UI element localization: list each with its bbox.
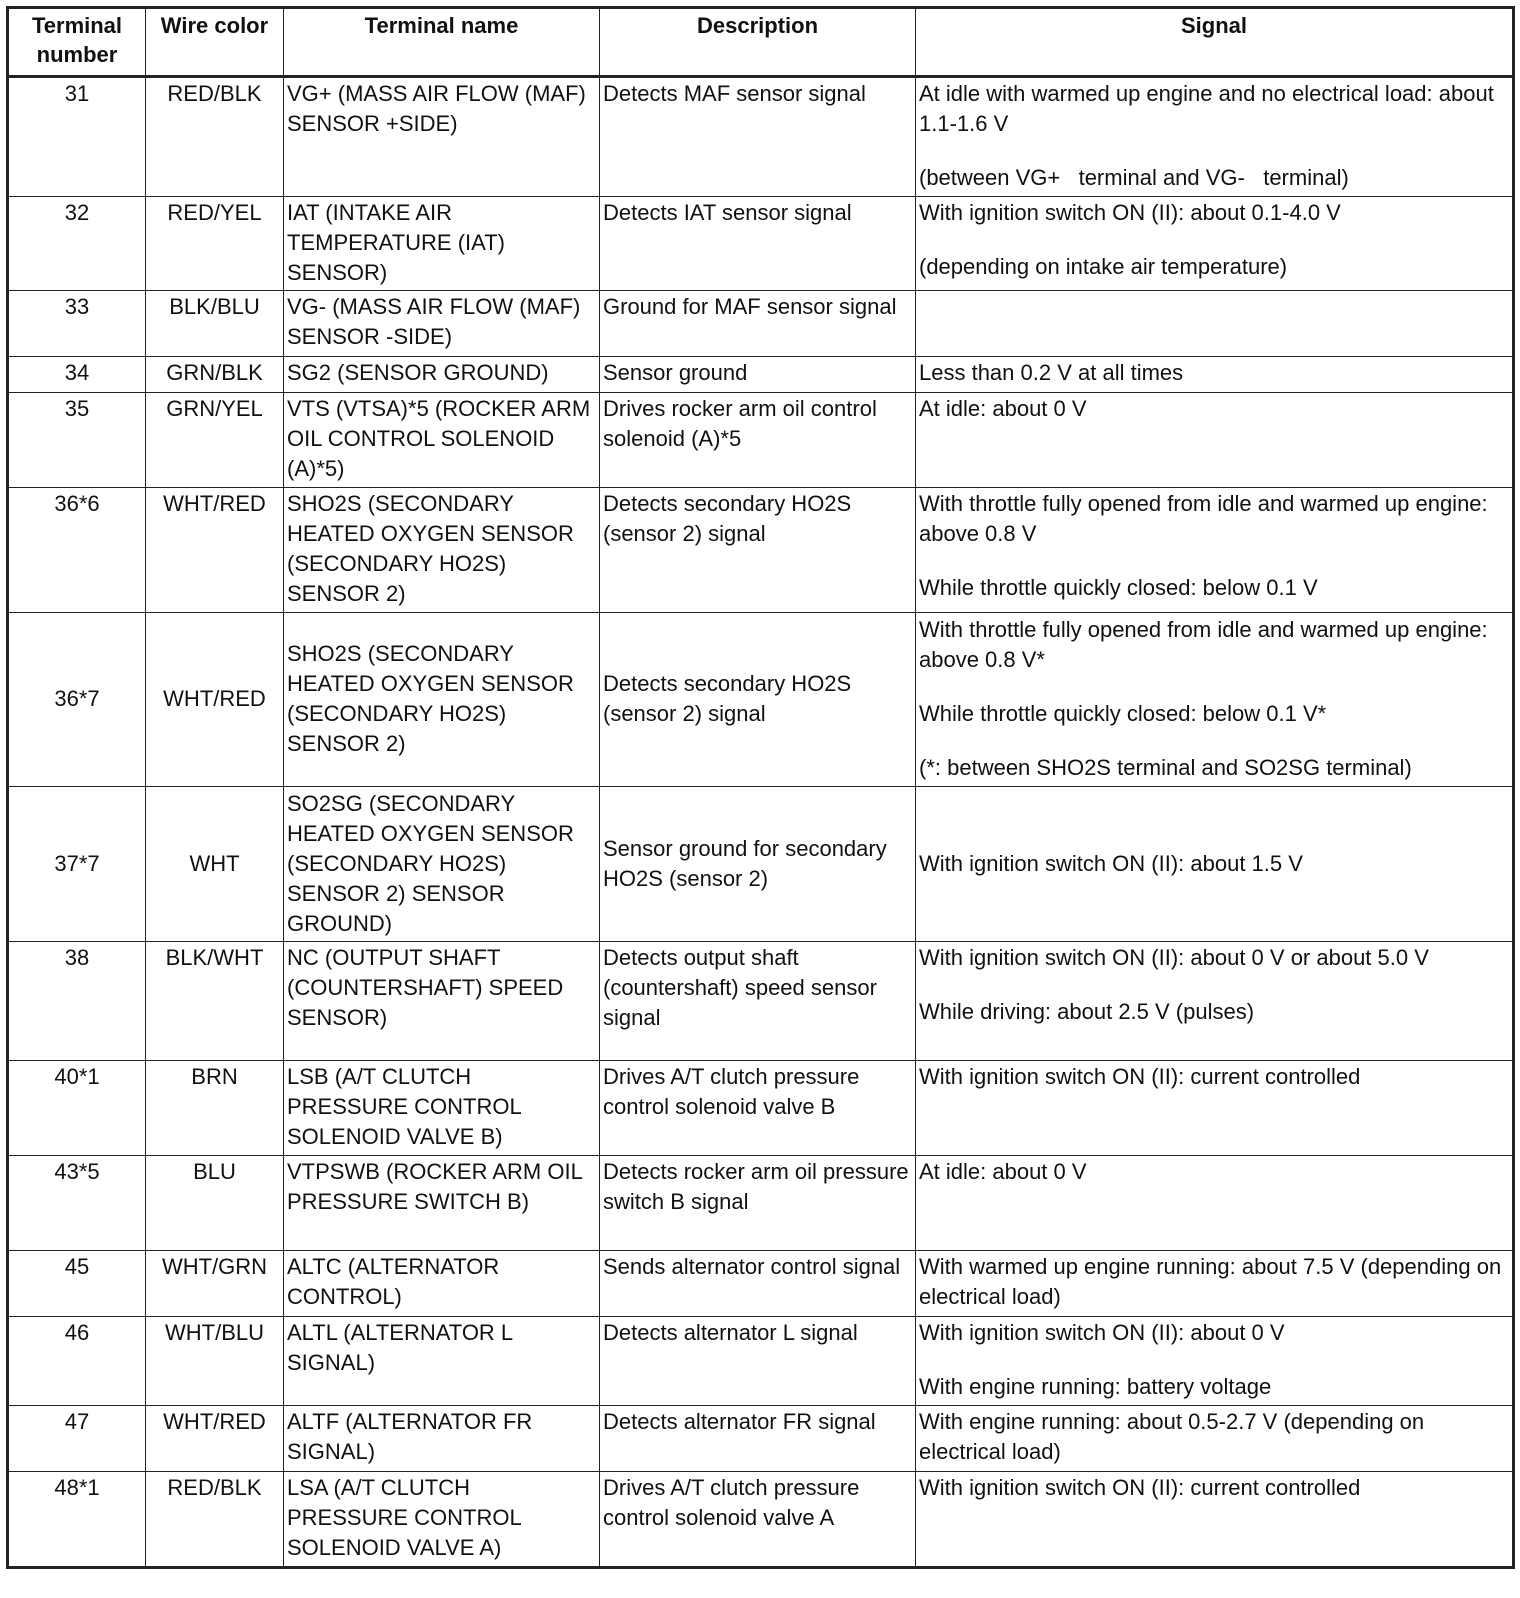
signal-paragraph: At idle: about 0 V — [919, 1159, 1087, 1184]
table-row — [8, 613, 1514, 787]
table-row — [8, 393, 1514, 488]
terminal-name-cell: SG2 (SENSOR GROUND) — [284, 357, 600, 393]
terminal-name-cell: SHO2S (SECONDARY HEATED OXYGEN SENSOR (SECONDARY HO2S) SENSOR 2) — [284, 488, 600, 613]
terminal-number-cell: 47 — [8, 1406, 146, 1472]
header-terminal-number: Terminal number — [8, 8, 146, 77]
description-cell: Detects secondary HO2S (sensor 2) signal — [600, 613, 916, 787]
wire-color-cell: GRN/BLK — [146, 357, 284, 393]
wire-color-cell: BLU — [146, 1156, 284, 1251]
description-cell: Detects alternator L signal — [600, 1317, 916, 1406]
signal-cell — [916, 1251, 1514, 1317]
signal-paragraph: With ignition switch ON (II): current controlled — [919, 1475, 1361, 1500]
terminal-number-cell: 36*7 — [8, 613, 146, 787]
signal-paragraph: At idle with warmed up engine and no electrical load: about 1.1-1.6 V — [919, 81, 1500, 136]
signal-cell — [916, 357, 1514, 393]
signal-paragraph: With ignition switch ON (II): about 0 V or about 5.0 V — [919, 945, 1429, 970]
description-cell: Drives A/T clutch pressure control solenoid valve A — [600, 1472, 916, 1568]
header-wire-color: Wire color — [146, 8, 284, 77]
table-row — [8, 942, 1514, 1061]
wire-color-cell: BLK/BLU — [146, 291, 284, 357]
description-cell: Sensor ground — [600, 357, 916, 393]
table-row — [8, 1156, 1514, 1251]
terminal-number-cell: 31 — [8, 77, 146, 197]
terminal-name-cell: VG- (MASS AIR FLOW (MAF) SENSOR -SIDE) — [284, 291, 600, 357]
wire-color-cell: WHT — [146, 787, 284, 942]
signal-paragraph: With ignition switch ON (II): about 0.1-4.0 V — [919, 200, 1341, 225]
terminal-name-cell: LSA (A/T CLUTCH PRESSURE CONTROL SOLENOID VALVE A) — [284, 1472, 600, 1568]
signal-paragraph: With ignition switch ON (II): about 0 V — [919, 1320, 1285, 1345]
terminal-number-cell: 45 — [8, 1251, 146, 1317]
wire-color-cell: BLK/WHT — [146, 942, 284, 1061]
terminal-number-cell: 48*1 — [8, 1472, 146, 1568]
terminal-number-cell: 33 — [8, 291, 146, 357]
wire-color-cell: WHT/RED — [146, 488, 284, 613]
wire-color-cell: GRN/YEL — [146, 393, 284, 488]
signal-paragraph: With throttle fully opened from idle and warmed up engine: above 0.8 V — [919, 491, 1494, 546]
wire-color-cell: WHT/BLU — [146, 1317, 284, 1406]
signal-cell — [916, 197, 1514, 291]
table-row — [8, 1406, 1514, 1472]
wire-color-cell: WHT/RED — [146, 1406, 284, 1472]
header-description: Description — [600, 8, 916, 77]
description-cell: Detects secondary HO2S (sensor 2) signal — [600, 488, 916, 613]
description-cell: Detects IAT sensor signal — [600, 197, 916, 291]
terminal-name-cell: NC (OUTPUT SHAFT (COUNTERSHAFT) SPEED SENSOR) — [284, 942, 600, 1061]
signal-paragraph: Less than 0.2 V at all times — [919, 360, 1184, 385]
table-row — [8, 1061, 1514, 1156]
description-cell: Ground for MAF sensor signal — [600, 291, 916, 357]
table-row — [8, 1251, 1514, 1317]
table-row — [8, 291, 1514, 357]
signal-paragraph: With ignition switch ON (II): about 1.5 V — [919, 850, 1303, 876]
table-row — [8, 1472, 1514, 1568]
wire-color-cell: BRN — [146, 1061, 284, 1156]
description-cell: Detects output shaft (countershaft) speed sensor signal — [600, 942, 916, 1061]
terminal-number-cell: 46 — [8, 1317, 146, 1406]
terminal-name-cell: ALTC (ALTERNATOR CONTROL) — [284, 1251, 600, 1317]
table-row — [8, 357, 1514, 393]
table-row — [8, 787, 1514, 942]
signal-paragraph: While throttle quickly closed: below 0.1 V — [919, 575, 1318, 600]
terminal-number-cell: 37*7 — [8, 787, 146, 942]
signal-paragraph: (depending on intake air temperature) — [919, 254, 1288, 279]
signal-cell — [916, 1472, 1514, 1568]
terminal-name-cell: VG+ (MASS AIR FLOW (MAF) SENSOR +SIDE) — [284, 77, 600, 197]
terminal-number-cell: 35 — [8, 393, 146, 488]
description-cell: Sends alternator control signal — [600, 1251, 916, 1317]
wire-color-cell: RED/YEL — [146, 197, 284, 291]
signal-paragraph: At idle: about 0 V — [919, 396, 1087, 421]
wire-color-cell: WHT/RED — [146, 613, 284, 787]
wire-color-cell: WHT/GRN — [146, 1251, 284, 1317]
terminal-name-cell: ALTL (ALTERNATOR L SIGNAL) — [284, 1317, 600, 1406]
header-terminal-name: Terminal name — [284, 8, 600, 77]
description-cell: Sensor ground for secondary HO2S (sensor 2) — [600, 787, 916, 942]
signal-cell — [916, 1061, 1514, 1156]
description-cell: Detects MAF sensor signal — [600, 77, 916, 197]
signal-paragraph: (between VG+ terminal and VG- terminal) — [919, 165, 1349, 190]
terminal-number-cell: 38 — [8, 942, 146, 1061]
signal-paragraph: While throttle quickly closed: below 0.1 V* — [919, 701, 1327, 726]
table-row — [8, 197, 1514, 291]
description-cell: Drives A/T clutch pressure control solenoid valve B — [600, 1061, 916, 1156]
terminal-name-cell: SHO2S (SECONDARY HEATED OXYGEN SENSOR (SECONDARY HO2S) SENSOR 2) — [284, 613, 600, 787]
terminal-name-cell: VTPSWB (ROCKER ARM OIL PRESSURE SWITCH B) — [284, 1156, 600, 1251]
table-header-row — [8, 8, 1514, 77]
signal-cell — [916, 1317, 1514, 1406]
table-row — [8, 488, 1514, 613]
terminal-name-cell: VTS (VTSA)*5 (ROCKER ARM OIL CONTROL SOLENOID (A)*5) — [284, 393, 600, 488]
terminal-name-cell: SO2SG (SECONDARY HEATED OXYGEN SENSOR (SECONDARY HO2S) SENSOR 2) SENSOR GROUND) — [284, 787, 600, 942]
signal-cell — [916, 291, 1514, 357]
signal-paragraph: With ignition switch ON (II): current controlled — [919, 1064, 1361, 1089]
terminal-number-cell: 32 — [8, 197, 146, 291]
table-row — [8, 1317, 1514, 1406]
terminal-name-cell: ALTF (ALTERNATOR FR SIGNAL) — [284, 1406, 600, 1472]
terminal-number-cell: 40*1 — [8, 1061, 146, 1156]
ecm-terminal-table — [6, 6, 1515, 1569]
signal-cell — [916, 613, 1514, 787]
signal-cell — [916, 1156, 1514, 1251]
signal-paragraph: While driving: about 2.5 V (pulses) — [919, 999, 1255, 1024]
signal-paragraph: With engine running: about 0.5-2.7 V (depending on electrical load) — [919, 1409, 1431, 1464]
signal-cell — [916, 1406, 1514, 1472]
signal-paragraph: With throttle fully opened from idle and warmed up engine: above 0.8 V* — [919, 617, 1494, 672]
terminal-name-cell: IAT (INTAKE AIR TEMPERATURE (IAT) SENSOR) — [284, 197, 600, 291]
description-cell: Detects rocker arm oil pressure switch B signal — [600, 1156, 916, 1251]
terminal-number-cell: 34 — [8, 357, 146, 393]
terminal-table-wrapper — [6, 6, 1515, 1569]
signal-cell — [916, 787, 1514, 942]
signal-cell — [916, 77, 1514, 197]
terminal-name-cell: LSB (A/T CLUTCH PRESSURE CONTROL SOLENOID VALVE B) — [284, 1061, 600, 1156]
signal-paragraph: With engine running: battery voltage — [919, 1374, 1272, 1399]
signal-cell — [916, 942, 1514, 1061]
wire-color-cell: RED/BLK — [146, 77, 284, 197]
signal-paragraph: With warmed up engine running: about 7.5 V (depending on electrical load) — [919, 1254, 1508, 1309]
table-row — [8, 77, 1514, 197]
description-cell: Drives rocker arm oil control solenoid (A)*5 — [600, 393, 916, 488]
terminal-number-cell: 43*5 — [8, 1156, 146, 1251]
signal-paragraph: (*: between SHO2S terminal and SO2SG terminal) — [919, 755, 1412, 780]
signal-cell — [916, 488, 1514, 613]
description-cell: Detects alternator FR signal — [600, 1406, 916, 1472]
header-signal: Signal — [916, 8, 1514, 77]
terminal-number-cell: 36*6 — [8, 488, 146, 613]
table-body — [8, 77, 1514, 1568]
wire-color-cell: RED/BLK — [146, 1472, 284, 1568]
signal-cell — [916, 393, 1514, 488]
